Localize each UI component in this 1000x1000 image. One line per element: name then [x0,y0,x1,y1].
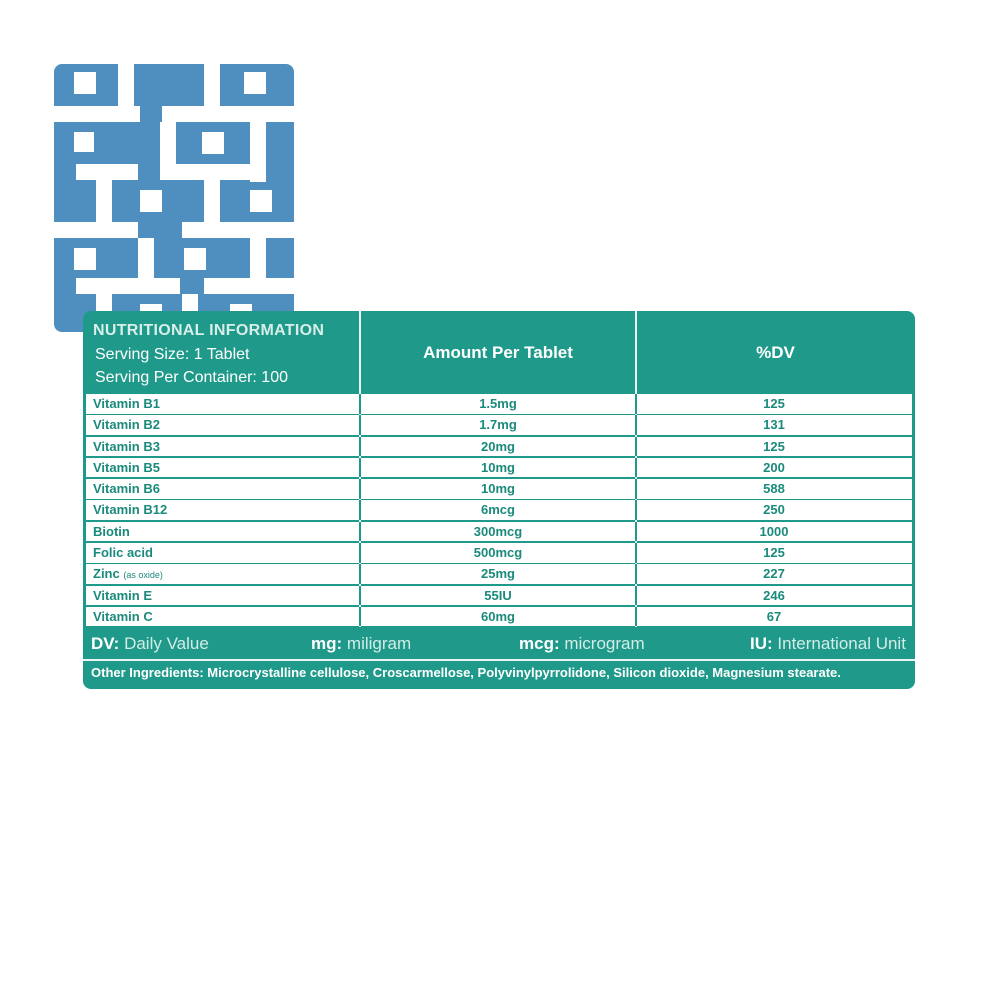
nutrient-amount: 1.7mg [479,417,517,433]
nutrient-name [93,394,358,414]
table-row [86,415,912,435]
table-row [86,394,912,414]
nutrient-amount: 25mg [481,566,515,582]
unit-legend [83,629,915,659]
legend-iu: IU: International Unit [750,634,906,653]
nutrient-dv: 246 [763,587,785,603]
table-row [86,479,912,499]
nutrient-name [93,415,358,435]
nutrient-name-text: Biotin [93,523,130,539]
nutrient-dv: 588 [763,481,785,497]
nutrient-amount: 20mg [481,438,515,454]
nutrient-amount: 300mcg [473,523,523,539]
panel-title: NUTRITIONAL INFORMATION [93,322,325,339]
nutrient-name-text: Vitamin C [93,608,153,624]
nutrient-amount: 1.5mg [479,396,517,411]
nutrient-name [93,437,358,457]
nutrient-name-text: Vitamin B2 [93,417,160,433]
nutrient-amount: 60mg [481,608,515,624]
nutrient-dv: 131 [763,417,785,433]
nutrient-dv: 200 [763,459,785,475]
table-row [86,586,912,606]
nutrient-amount: 6mcg [481,502,515,518]
table-row [86,607,912,627]
table-row [86,522,912,542]
nutrient-dv: 227 [763,566,785,582]
nutrient-name-text: Vitamin B5 [93,459,160,475]
nutrient-name [93,586,358,606]
divider [83,659,915,661]
nutrient-name [93,607,358,627]
nutrient-table-body [86,394,912,628]
nutrient-name-text: Folic acid [93,545,153,561]
table-row [86,437,912,457]
table-row [86,564,912,584]
column-header-dv: %DV [756,342,795,362]
legend-mcg: mcg: microgram [519,634,645,653]
nutrition-panel [83,311,915,689]
nutrient-name [93,500,358,520]
table-header [83,311,915,394]
serving-size: Serving Size: 1 Tablet [95,346,250,363]
nutrient-dv: 125 [763,438,785,454]
nutrient-name [93,543,358,563]
other-ingredients: Other Ingredients: Microcrystalline cellulose, Croscarmellose, Polyvinylpyrrolidone, Silicon dioxide, Magnesium stearate. [91,665,841,680]
nutrient-amount: 500mcg [473,545,523,561]
nutrient-dv: 125 [763,545,785,561]
nutrient-name-text: Vitamin B6 [93,481,160,497]
kufic-logo [54,64,294,332]
nutrient-dv: 67 [766,608,782,624]
column-header-amount: Amount Per Tablet [423,342,573,362]
nutrient-dv: 250 [763,502,785,518]
table-row [86,543,912,563]
logo-watermark [38,48,310,348]
nutrient-name-text: Vitamin E [93,587,153,603]
nutrient-amount: 55IU [484,587,512,603]
nutrient-amount: 10mg [481,481,515,497]
nutrient-amount: 10mg [481,459,515,475]
serving-per-container: Serving Per Container: 100 [95,369,288,386]
legend-mg: mg: miligram [311,634,412,653]
nutrient-name-text: Vitamin B1 [93,396,160,411]
nutrient-name [93,458,358,478]
nutrient-name [93,564,358,584]
nutrient-dv: 1000 [759,523,789,539]
legend-dv: DV: Daily Value [91,634,209,653]
nutrient-note: (as oxide) [123,570,163,581]
nutrient-name-text: Zinc [93,566,120,582]
table-row [86,500,912,520]
nutrient-name [93,522,358,542]
nutrient-dv: 125 [763,396,785,411]
nutrient-name-text: Vitamin B12 [93,502,168,518]
nutrient-name-text: Vitamin B3 [93,438,160,454]
table-row [86,458,912,478]
serving-info [83,311,360,394]
nutrient-name [93,479,358,499]
